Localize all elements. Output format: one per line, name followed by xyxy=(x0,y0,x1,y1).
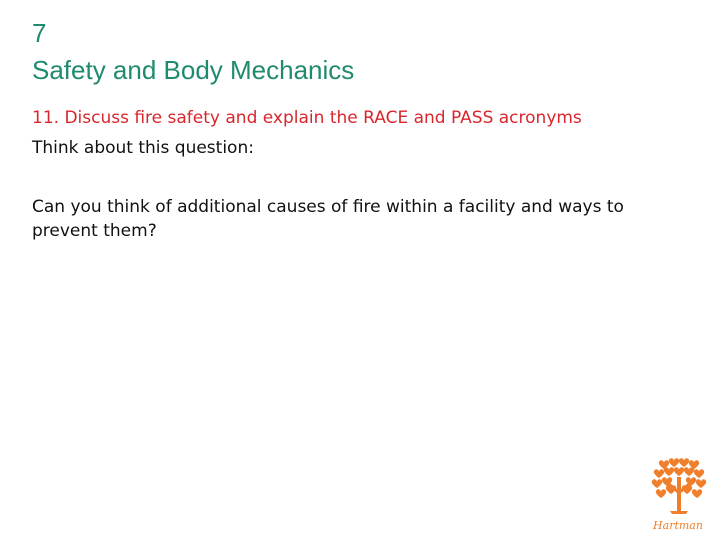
logo-text: Hartman xyxy=(653,519,703,532)
question-prompt: Think about this question: xyxy=(32,138,254,158)
discussion-question: Can you think of additional causes of fire within a facility and ways to prevent them? xyxy=(32,197,624,241)
hartman-logo xyxy=(640,455,716,535)
chapter-title: Safety and Body Mechanics xyxy=(32,55,355,85)
heart-tree-logo-icon xyxy=(640,455,716,535)
chapter-number: 7 xyxy=(32,18,47,48)
learning-objective: 11. Discuss fire safety and explain the RACE and PASS acronyms xyxy=(32,108,582,128)
